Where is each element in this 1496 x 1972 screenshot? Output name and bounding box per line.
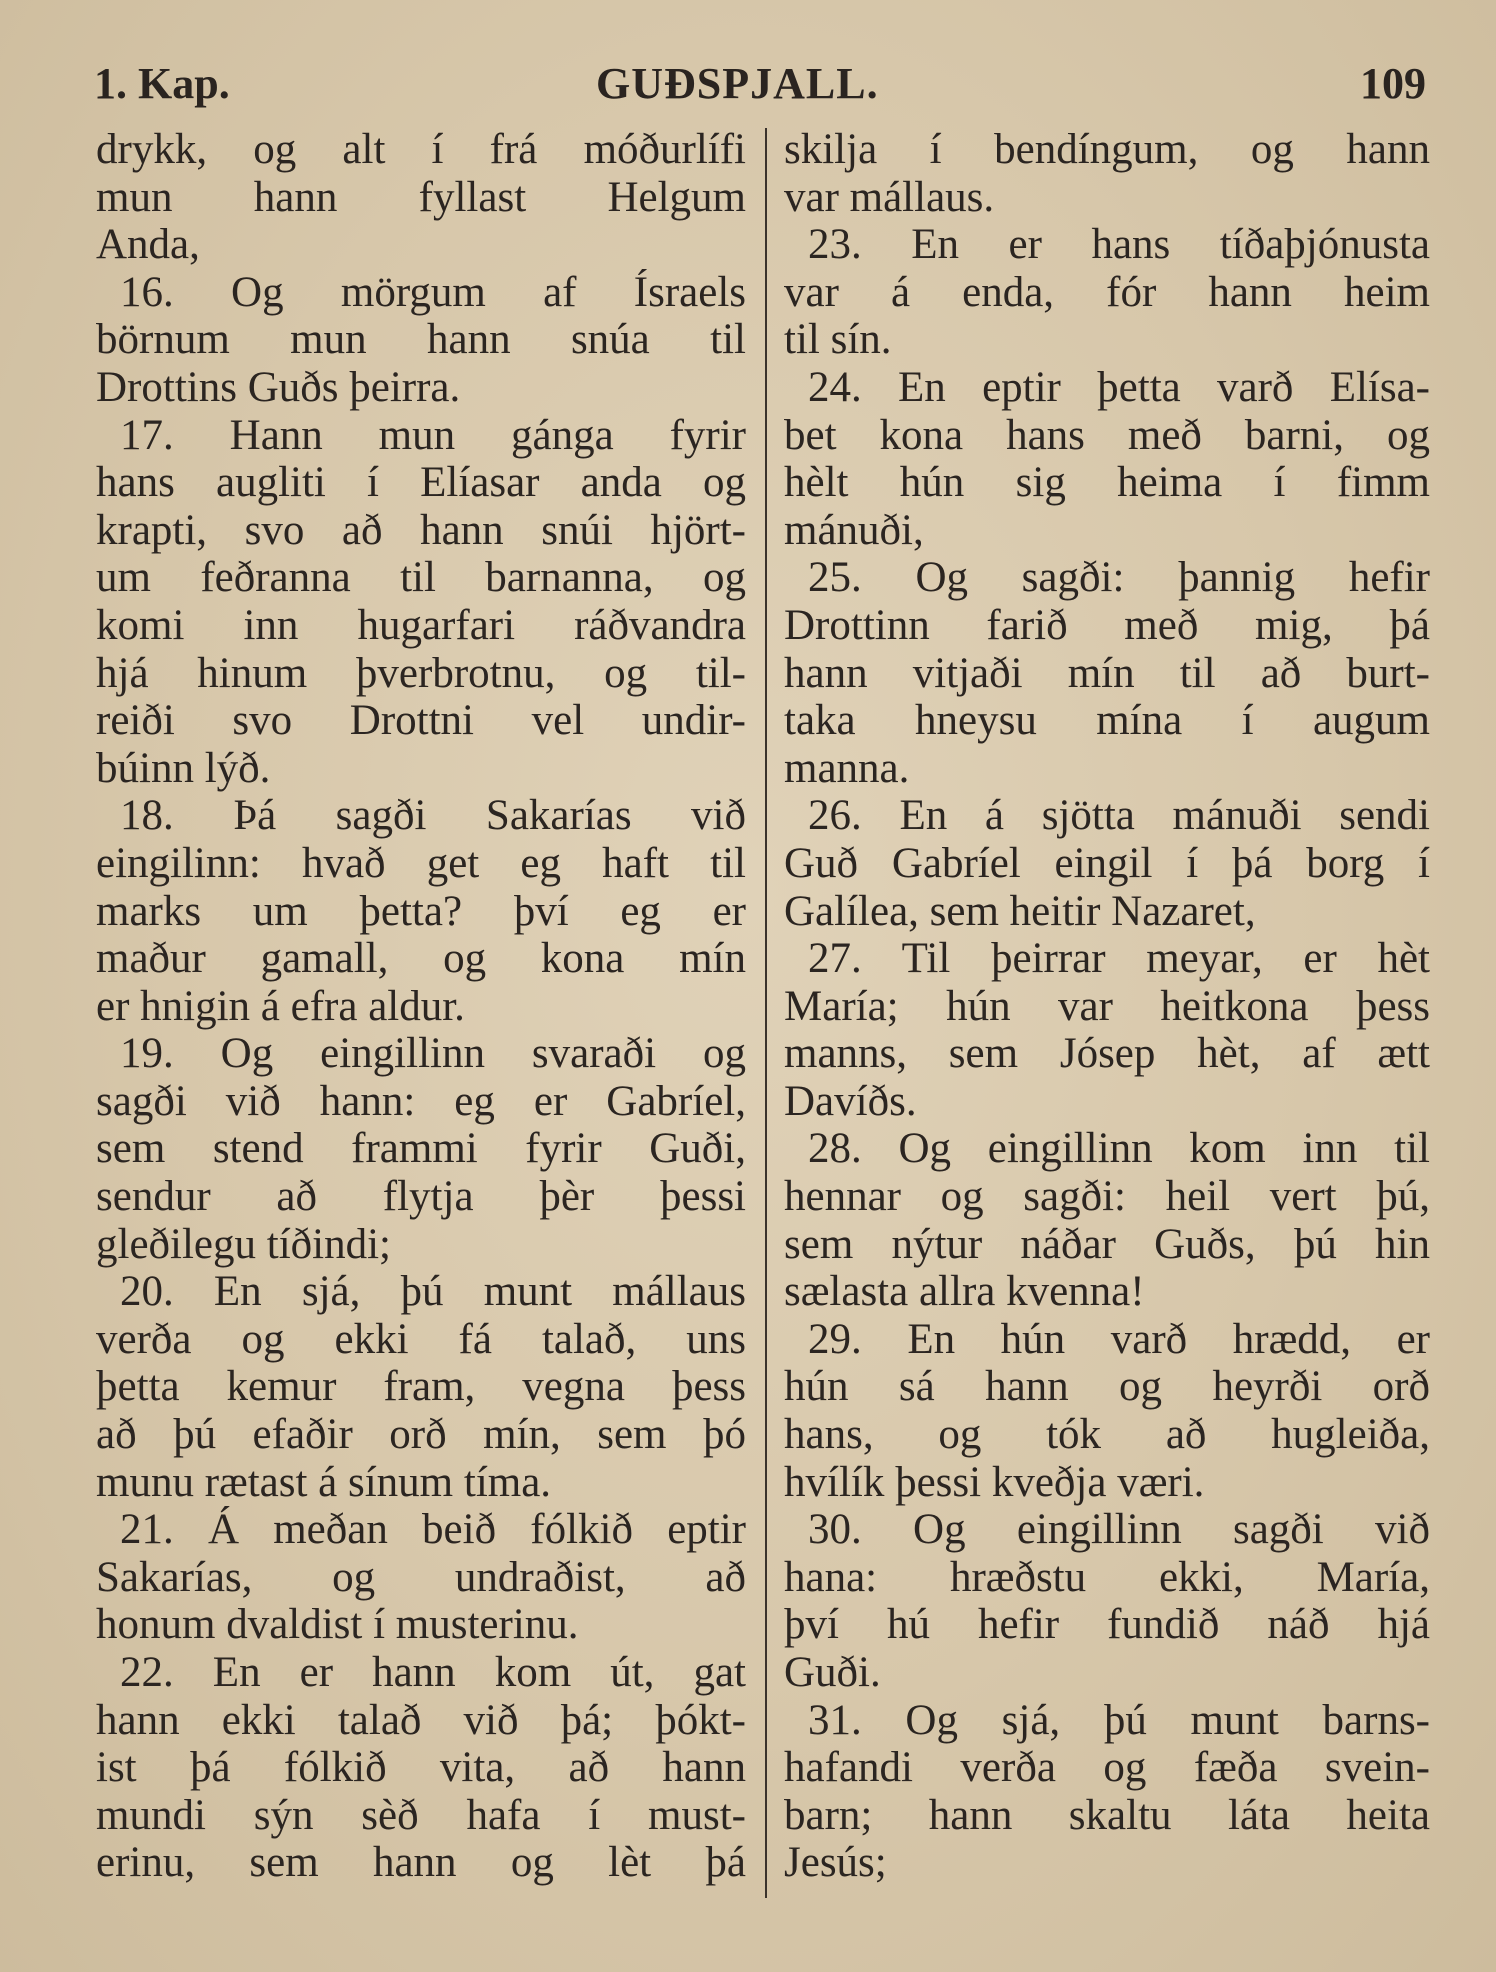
page-title: GUÐSPJALL. xyxy=(596,59,879,108)
text-line: að þú efaðir orð mín, sem þó xyxy=(96,1411,746,1459)
text-line: Galílea, sem heitir Nazaret, xyxy=(784,887,1256,935)
right-text-column xyxy=(784,126,1430,1887)
text-line: Guð Gabríel eingil í þá borg í xyxy=(784,839,1430,887)
text-line: 25. Og sagði: þannig hefir xyxy=(808,554,1430,602)
text-line: skilja í bendíngum, og hann xyxy=(784,126,1430,173)
text-line: sendur að flytja þèr þessi xyxy=(96,1173,746,1221)
text-line: reiði svo Drottni vel undir- xyxy=(96,697,746,745)
text-line: 20. En sjá, þú munt mállaus xyxy=(120,1268,746,1316)
text-line: 29. En hún varð hrædd, er xyxy=(808,1315,1430,1363)
text-line: sem stend frammi fyrir Guði, xyxy=(96,1125,746,1173)
text-line: 28. Og eingillinn kom inn til xyxy=(808,1125,1430,1173)
text-line: var á enda, fór hann heim xyxy=(784,268,1430,316)
text-line: komi inn hugarfari ráðvandra xyxy=(96,601,746,649)
text-line: Jesús; xyxy=(784,1839,887,1887)
page-number: 109 xyxy=(1360,59,1426,108)
text-line: 23. En er hans tíðaþjónusta xyxy=(808,221,1430,269)
text-line: Davíðs. xyxy=(784,1077,917,1125)
text-line: börnum mun hann snúa til xyxy=(96,316,746,364)
text-line: um feðranna til barnanna, og xyxy=(96,554,746,602)
text-line: var mállaus. xyxy=(784,173,995,221)
text-line: maður gamall, og kona mín xyxy=(96,935,746,983)
chapter-label: 1. Kap. xyxy=(94,59,230,108)
text-line: 21. Á meðan beið fólkið eptir xyxy=(120,1506,746,1554)
text-line: manns, sem Jósep hèt, af ætt xyxy=(784,1030,1430,1078)
text-line: því hú hefir fundið náð hjá xyxy=(784,1601,1430,1649)
text-line: marks um þetta? því eg er xyxy=(96,887,746,935)
text-line: 26. En á sjötta mánuði sendi xyxy=(808,792,1430,840)
text-line: sælasta allra kvenna! xyxy=(784,1268,1145,1316)
text-line: honum dvaldist í musterinu. xyxy=(96,1601,579,1649)
text-line: krapti, svo að hann snúi hjört- xyxy=(96,506,746,554)
text-line: hennar og sagði: heil vert þú, xyxy=(784,1173,1430,1221)
text-line: verða og ekki fá talað, uns xyxy=(96,1315,746,1363)
text-line: hans, og tók að hugleiða, xyxy=(784,1411,1430,1459)
text-line: þetta kemur fram, vegna þess xyxy=(96,1363,746,1411)
text-line: hjá hinum þverbrotnu, og til- xyxy=(96,649,746,697)
text-line: búinn lýð. xyxy=(96,744,271,792)
text-line: barn; hann skaltu láta heita xyxy=(784,1791,1430,1839)
running-header xyxy=(94,58,1426,118)
text-line: 19. Og eingillinn svaraði og xyxy=(120,1030,746,1078)
text-line: drykk, og alt í frá móðurlífi xyxy=(96,126,746,173)
text-line: mundi sýn sèð hafa í must- xyxy=(96,1791,746,1839)
text-line: 24. En eptir þetta varð Elísa- xyxy=(808,363,1430,411)
text-line: erinu, sem hann og lèt þá xyxy=(96,1839,746,1887)
text-line: hann vitjaði mín til að burt- xyxy=(784,649,1430,697)
text-line: Sakarías, og undraðist, að xyxy=(96,1553,746,1601)
text-line: Guði. xyxy=(784,1649,881,1696)
text-line: 18. Þá sagði Sakarías við xyxy=(120,792,746,840)
left-text-column xyxy=(96,126,746,1887)
text-line: bet kona hans með barni, og xyxy=(784,411,1430,459)
text-line: gleðilegu tíðindi; xyxy=(96,1220,391,1268)
text-line: María; hún var heitkona þess xyxy=(784,982,1430,1030)
text-line: mánuði, xyxy=(784,506,924,554)
text-line: til sín. xyxy=(784,316,892,364)
text-line: 16. Og mörgum af Ísraels xyxy=(120,268,746,316)
text-line: hún sá hann og heyrði orð xyxy=(784,1363,1430,1411)
text-line: er hnigin á efra aldur. xyxy=(96,982,465,1030)
text-line: Anda, xyxy=(96,221,200,269)
text-line: mun hann fyllast Helgum xyxy=(96,173,746,221)
text-line: Drottinn farið með mig, þá xyxy=(784,601,1430,649)
text-line: taka hneysu mína í augum xyxy=(784,697,1430,745)
text-line: Drottins Guðs þeirra. xyxy=(96,363,461,411)
text-line: hèlt hún sig heima í fimm xyxy=(784,459,1430,507)
text-line: 30. Og eingillinn sagði við xyxy=(808,1506,1430,1554)
text-line: manna. xyxy=(784,744,910,792)
text-line: hans augliti í Elíasar anda og xyxy=(96,459,746,507)
text-line: munu rætast á sínum tíma. xyxy=(96,1458,552,1506)
text-line: hafandi verða og fæða svein- xyxy=(784,1744,1430,1792)
text-line: hana: hræðstu ekki, María, xyxy=(784,1553,1430,1601)
column-divider xyxy=(765,128,767,1898)
text-line: eingilinn: hvað get eg haft til xyxy=(96,839,746,887)
text-line: 27. Til þeirrar meyar, er hèt xyxy=(808,935,1430,983)
text-line: hann ekki talað við þá; þókt- xyxy=(96,1696,746,1744)
text-line: hvílík þessi kveðja væri. xyxy=(784,1458,1205,1506)
text-line: sagði við hann: eg er Gabríel, xyxy=(96,1077,746,1125)
text-line: 17. Hann mun gánga fyrir xyxy=(120,411,746,459)
text-line: 31. Og sjá, þú munt barns- xyxy=(808,1696,1430,1744)
text-line: sem nýtur náðar Guðs, þú hin xyxy=(784,1220,1430,1268)
text-line: ist þá fólkið vita, að hann xyxy=(96,1744,746,1792)
text-line: 22. En er hann kom út, gat xyxy=(120,1649,746,1696)
